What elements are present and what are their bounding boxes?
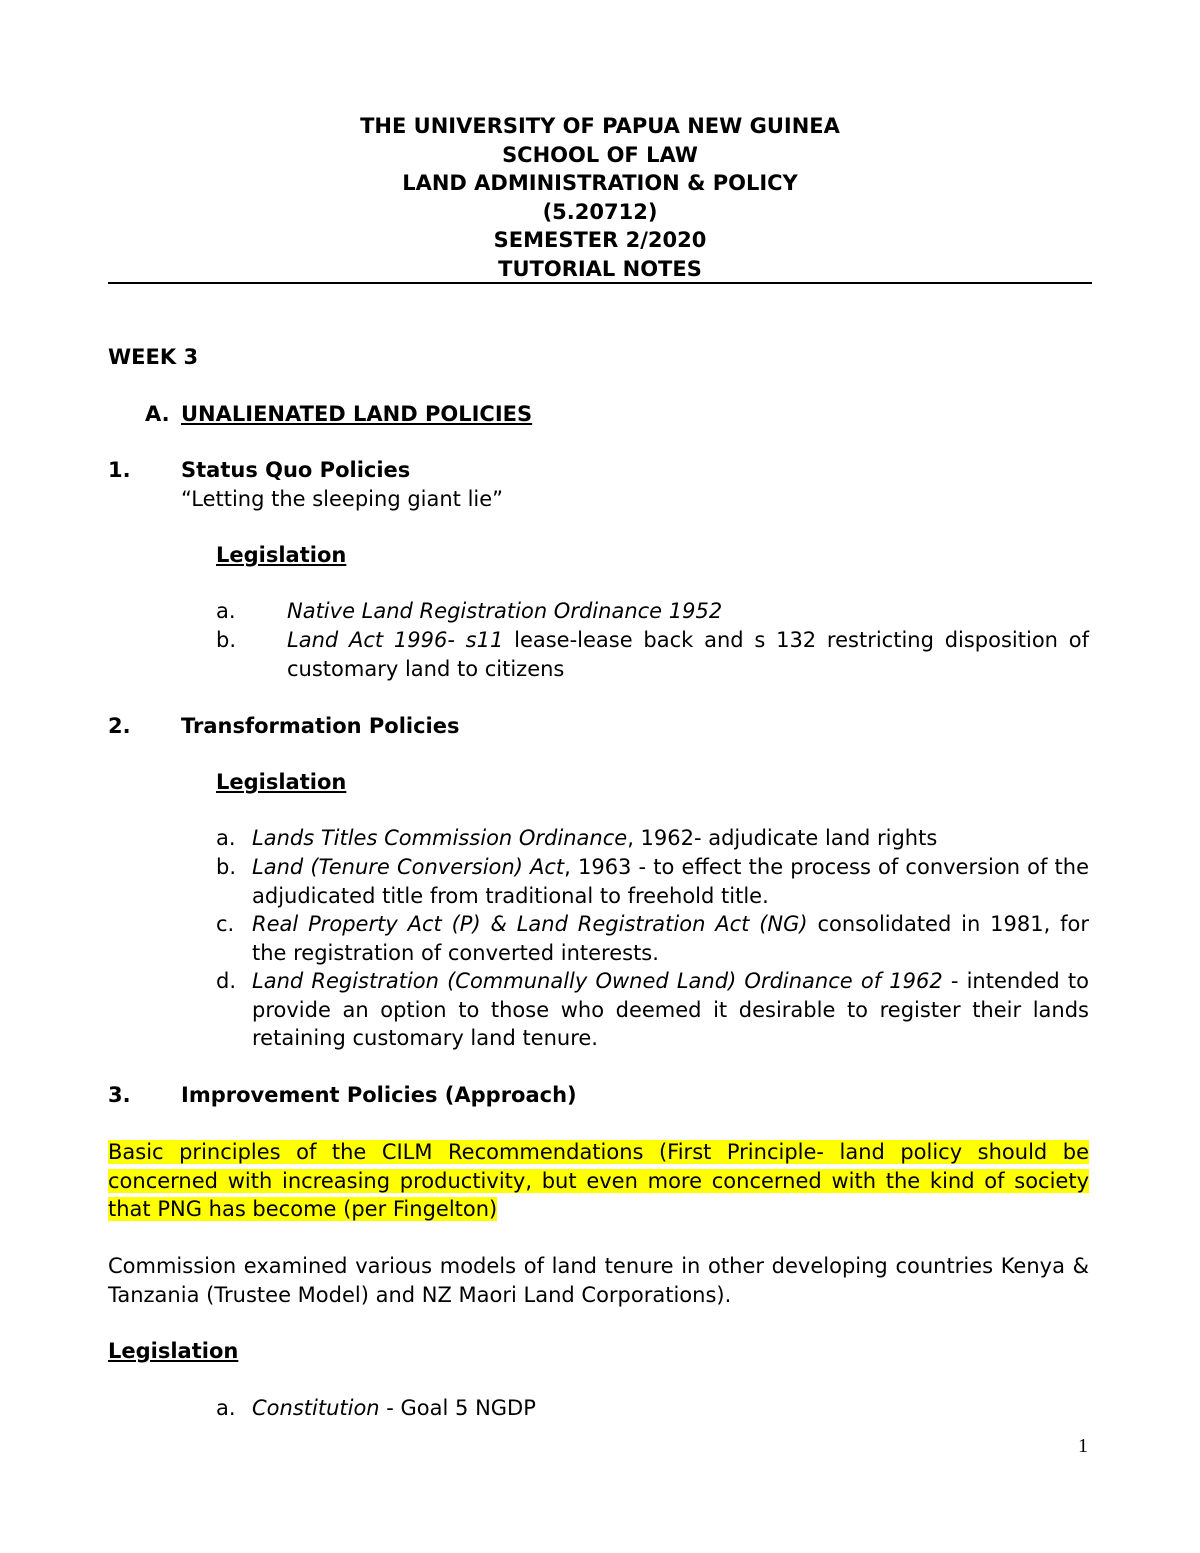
policy-1-item-a-title: Native Land Registration Ordinance 1952 xyxy=(287,599,723,623)
policy-2-item-c-title: Real Property Act (P) & Land Registration Act (NG) xyxy=(252,912,808,936)
policy-2-title: Transformation Policies xyxy=(181,714,460,738)
policy-2-item-b-marker: b. xyxy=(216,855,237,879)
policy-1-item-a xyxy=(287,597,722,626)
policy-3-title: Improvement Policies (Approach) xyxy=(181,1083,577,1107)
policy-1-item-b-text: lease-lease back and s 132 restricting disposition of customary land to citizens xyxy=(287,628,1089,681)
policy-2-item-d-text: - intended to provide an option to those who deemed it desirable to register their lands retaining customary land tenure. xyxy=(252,969,1089,1051)
policy-2-item-b xyxy=(252,853,1089,910)
policy-2-number: 2. xyxy=(108,714,131,738)
policy-2-item-b-text: , 1963 - to effect the process of conversion of the adjudicated title from traditional to freehold title. xyxy=(252,855,1089,908)
policy-1-legislation-heading: Legislation xyxy=(216,543,347,567)
policy-2-item-b-title: Land (Tenure Conversion) Act xyxy=(252,855,565,879)
policy-3-item-a-title: Constitution xyxy=(252,1396,380,1420)
policy-1-item-b xyxy=(287,626,1089,683)
policy-2-legislation-heading: Legislation xyxy=(216,770,347,794)
university-name: THE UNIVERSITY OF PAPUA NEW GUINEA xyxy=(360,114,840,138)
policy-1-number: 1. xyxy=(108,458,131,482)
policy-3-number: 3. xyxy=(108,1083,131,1107)
cilm-principles-highlight: Basic principles of the CILM Recommendations (First Principle- land policy should be concerned with increasing productivity, but even more concerned with the kind of society that PNG has become (per Fingelton) xyxy=(108,1140,1089,1222)
cilm-principles-paragraph xyxy=(108,1138,1089,1224)
policy-2-item-c-text: consolidated in 1981, for the registration of converted interests. xyxy=(252,912,1090,965)
policy-2-item-c-marker: c. xyxy=(216,912,235,936)
policy-1-title: Status Quo Policies xyxy=(181,458,411,482)
section-a-title: UNALIENATED LAND POLICIES xyxy=(181,402,533,426)
school-name: SCHOOL OF LAW xyxy=(502,142,698,167)
policy-3-item-a-marker: a. xyxy=(216,1396,236,1420)
policy-3-item-a-text: - Goal 5 NGDP xyxy=(379,1396,536,1420)
policy-3-item-a xyxy=(252,1394,536,1423)
course-name: LAND ADMINISTRATION & POLICY xyxy=(402,171,798,196)
semester: SEMESTER 2/2020 xyxy=(493,228,707,253)
commission-paragraph: Commission examined various models of land tenure in other developing countries Kenya & Tanzania (Trustee Model) and NZ Maori Land Corporations). xyxy=(108,1254,1089,1307)
week-heading: WEEK 3 xyxy=(108,345,199,369)
policy-2-item-d-title: Land Registration (Communally Owned Land) Ordinance of 1962 xyxy=(252,969,943,993)
page-number: 1 xyxy=(1078,1435,1088,1457)
document-header xyxy=(108,112,1092,284)
policy-2-item-a-text: , 1962- adjudicate land rights xyxy=(627,826,938,850)
policy-1-subtitle: “Letting the sleeping giant lie” xyxy=(181,487,504,511)
policy-3-legislation-heading: Legislation xyxy=(108,1339,239,1363)
header-divider xyxy=(108,282,1092,284)
policy-1-item-b-title: Land Act 1996- s11 xyxy=(287,628,504,652)
policy-2-item-d-marker: d. xyxy=(216,969,237,993)
policy-1-item-a-marker: a. xyxy=(216,599,236,623)
course-code: (5.20712) xyxy=(542,199,658,224)
policy-2-item-a xyxy=(252,824,1089,853)
section-a-marker: A. xyxy=(145,402,170,426)
document-type: TUTORIAL NOTES xyxy=(498,256,702,281)
policy-1-item-b-marker: b. xyxy=(216,628,237,652)
policy-2-item-a-marker: a. xyxy=(216,826,236,850)
policy-2-item-a-title: Lands Titles Commission Ordinance xyxy=(252,826,628,850)
policy-2-item-c xyxy=(252,910,1089,967)
policy-2-item-d xyxy=(252,967,1089,1053)
